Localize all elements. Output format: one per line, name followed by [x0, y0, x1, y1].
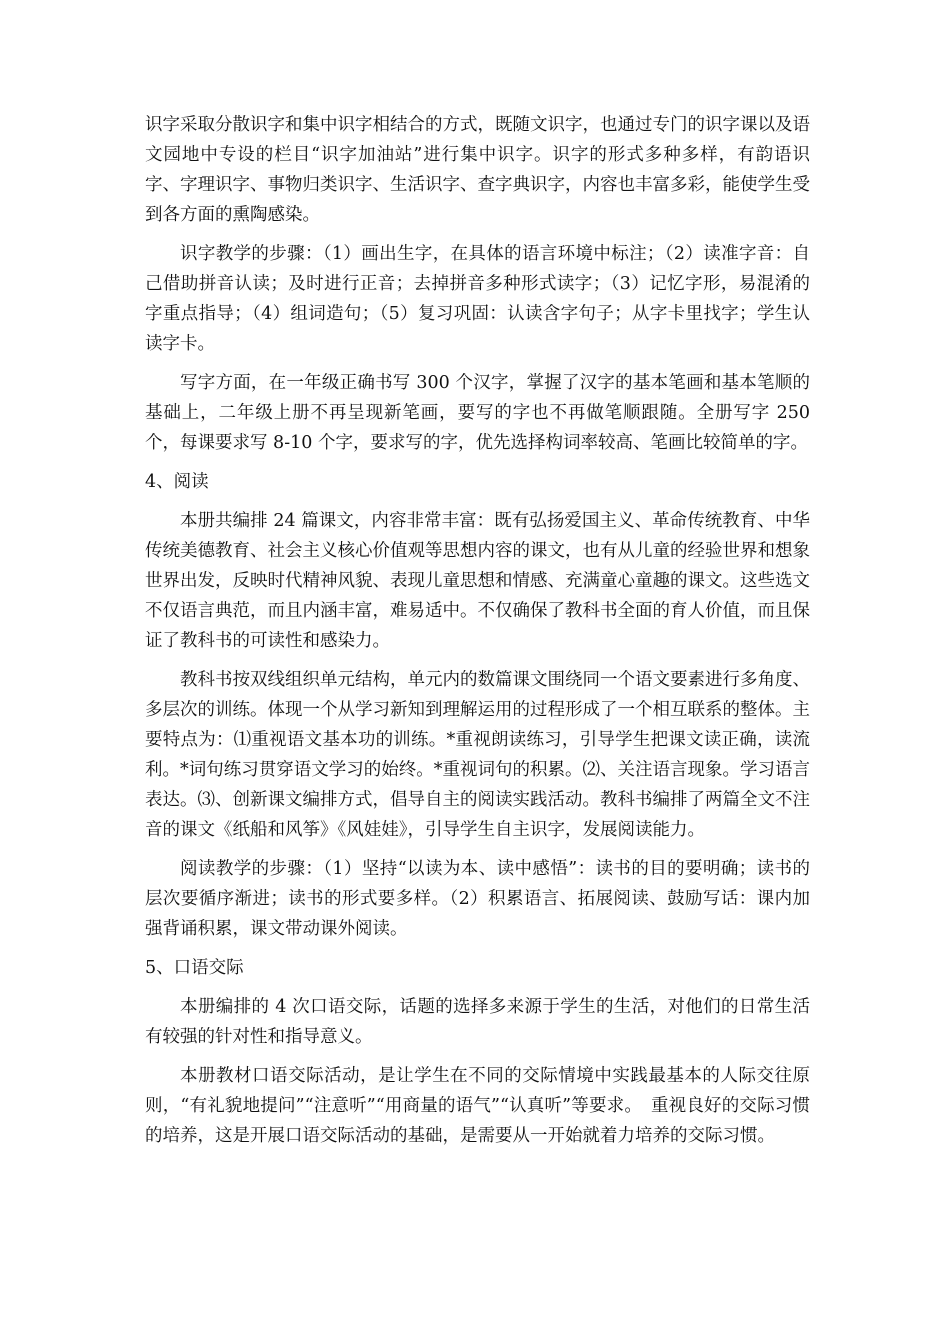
section-heading-reading: 4、阅读	[145, 472, 209, 492]
paragraph-oral-topics: 本册编排的 4 次口语交际，话题的选择多来源于学生的生活，对他们的日常生活有较强的针对性和指导意义。	[145, 997, 810, 1047]
paragraph-oral-activities: 本册教材口语交际活动，是让学生在不同的交际情境中实践最基本的人际交往原则，“有礼貌地提问”“注意听”“用商量的语气”“认真听”等要求。 重视良好的交际习惯的培养，这是开展口语交际活动的基础，是需要从一开始就着力培养的交际习惯。	[145, 1066, 810, 1146]
paragraph-reading-content: 本册共编排 24 篇课文，内容非常丰富：既有弘扬爱国主义、革命传统教育、中华传统美德教育、社会主义核心价值观等思想内容的课文，也有从儿童的经验世界和想象世界出发，反映时代精神风貌、表现儿童思想和情感、充满童心童趣的课文。这些选文不仅语言典范，而且内涵丰富，难易适中。不仅确保了教科书全面的育人价值，而且保证了教科书的可读性和感染力。	[145, 511, 810, 651]
paragraph-literacy-methods: 识字采取分散识字和集中识字相结合的方式，既随文识字，也通过专门的识字课以及语文园地中专设的栏目“识字加油站”进行集中识字。识字的形式多种多样，有韵语识字、字理识字、事物归类识字、生活识字、查字典识字，内容也丰富多彩，能使学生受到各方面的熏陶感染。	[145, 115, 810, 225]
section-heading-oral-communication: 5、口语交际	[145, 958, 244, 978]
paragraph-literacy-steps: 识字教学的步骤：（1）画出生字，在具体的语言环境中标注；（2）读准字音：自己借助拼音认读；及时进行正音；去掉拼音多种形式读字；（3）记忆字形，易混淆的字重点指导；（4）组词造句；（5）复习巩固：认读含字句子；从字卡里找字；学生认读字卡。	[145, 244, 810, 354]
paragraph-reading-steps: 阅读教学的步骤：（1）坚持“以读为本、读中感悟”：读书的目的要明确；读书的层次要循序渐进；读书的形式要多样。（2）积累语言、拓展阅读、鼓励写话：课内加强背诵积累，课文带动课外阅读。	[145, 859, 810, 939]
paragraph-reading-structure: 教科书按双线组织单元结构，单元内的数篇课文围绕同一个语文要素进行多角度、多层次的训练。体现一个从学习新知到理解运用的过程形成了一个相互联系的整体。主要特点为：⑴重视语文基本功的训练。*重视朗读练习，引导学生把课文读正确，读流利。*词句练习贯穿语文学习的始终。*重视词句的积累。⑵、关注语言现象。学习语言表达。⑶、创新课文编排方式，倡导自主的阅读实践活动。教科书编排了两篇全文不注音的课文《纸船和风筝》《风娃娃》，引导学生自主识字，发展阅读能力。	[145, 670, 810, 840]
paragraph-writing: 写字方面，在一年级正确书写 300 个汉字，掌握了汉字的基本笔画和基本笔顺的基础上，二年级上册不再呈现新笔画，要写的字也不再做笔顺跟随。全册写字 250 个，每课要求写 8-10 个字，要求写的字，优先选择构词率较高、笔画比较简单的字。	[145, 373, 810, 453]
document-page	[145, 110, 810, 1160]
